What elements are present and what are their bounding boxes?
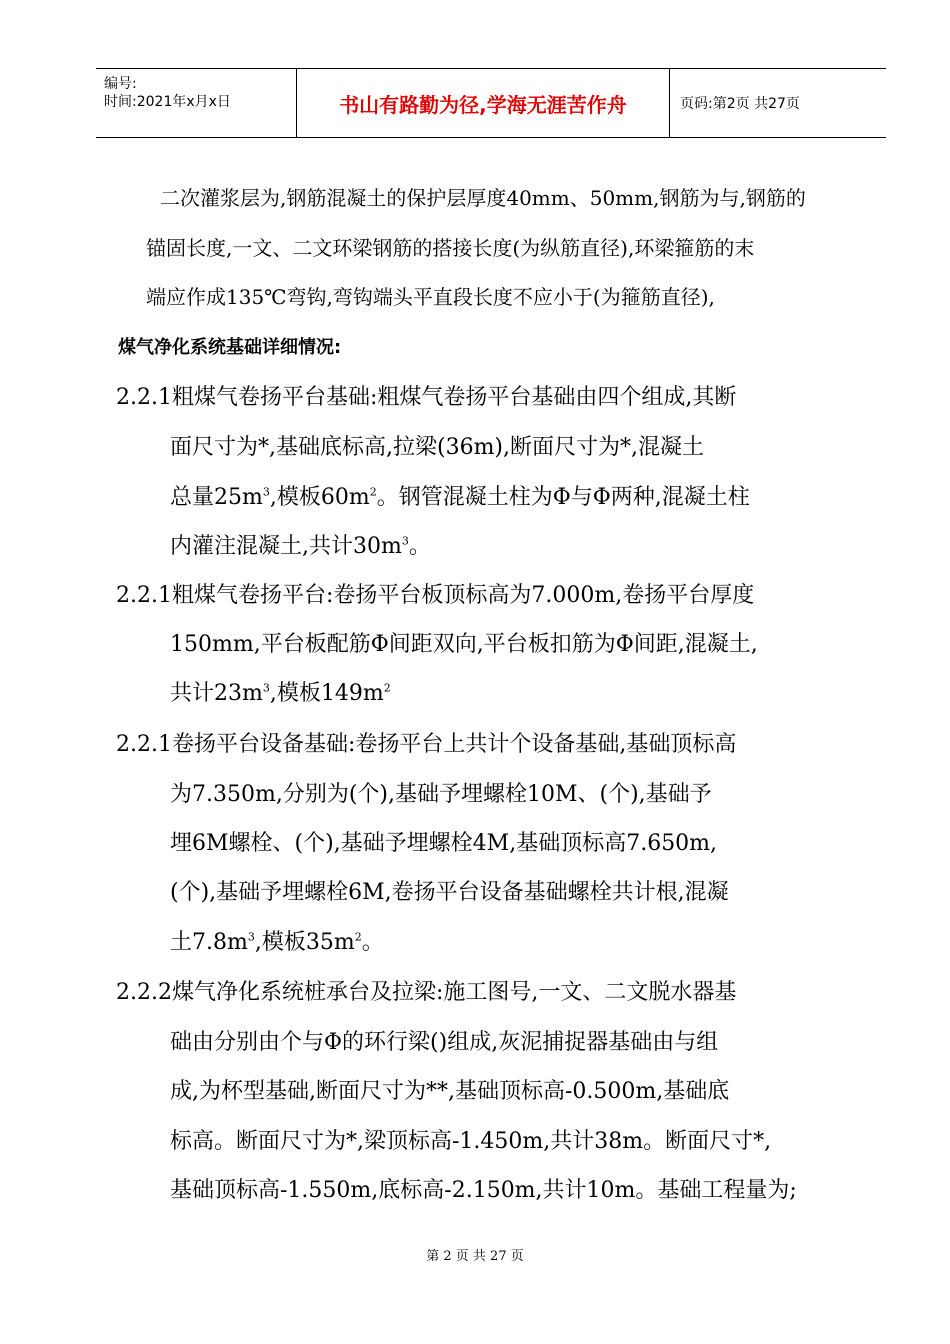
p3-line-1: 2.2.1卷扬平台设备基础:卷扬平台上共计个设备基础,基础顶标高 [116, 732, 737, 757]
header-page-info: 页码:第2页 共27页 [680, 96, 800, 112]
p4-line-4: 标高。断面尺寸为*,梁顶标高-1.450m,共计38m。断面尺寸*, [170, 1129, 772, 1154]
p1-line-3: 总量$25m^3$,模板$60m^2$。钢管混凝土柱为Φ与Φ两种,混凝土柱 [170, 485, 750, 510]
p2-line-3: 共计$23m^3$,模板$149m^2$ [170, 681, 391, 706]
p1-line-1: 2.2.1粗煤气卷扬平台基础:粗煤气卷扬平台基础由四个组成,其断 [116, 385, 737, 410]
p3-line-4: (个),基础予埋螺栓6M,卷扬平台设备基础螺栓共计根,混凝 [170, 880, 729, 905]
time-label: 时间:2021年x月x日 [104, 94, 231, 110]
p3-line-5: 土$7.8m^3$,模板$35m^2$。 [170, 930, 384, 955]
p2-line-1: 2.2.1粗煤气卷扬平台:卷扬平台板顶标高为7.000m,卷扬平台厚度 [116, 583, 755, 608]
p3-line-2: 为7.350m,分别为(个),基础予埋螺栓10M、(个),基础予 [170, 782, 712, 807]
p2-line-2: 150mm,平台板配筋Φ间距双向,平台板扣筋为Φ间距,混凝土, [170, 632, 758, 657]
p1-line-4: 内灌注混凝土,共计$30m^3$。 [170, 534, 431, 559]
intro-line-1: 二次灌浆层为,钢筋混凝土的保护层厚度40mm、50mm,钢筋为与,钢筋的 [160, 186, 806, 210]
p4-line-3: 成,为杯型基础,断面尺寸为**,基础顶标高-0.500m,基础底 [170, 1079, 730, 1104]
page-header [96, 68, 886, 138]
section-heading: 煤气净化系统基础详细情况: [118, 337, 342, 358]
number-label: 编号: [104, 76, 137, 92]
page-footer: 第 2 页 共 27 页 [426, 1249, 524, 1264]
p1-line-2: 面尺寸为*,基础底标高,拉梁(36m),断面尺寸为*,混凝土 [170, 435, 704, 460]
header-motto [297, 69, 670, 137]
header-meta [96, 69, 297, 137]
p4-line-1: 2.2.2煤气净化系统桩承台及拉梁:施工图号,一文、二文脱水器基 [116, 980, 737, 1005]
intro-line-3: 端应作成135℃弯钩,弯钩端头平直段长度不应小于(为箍筋直径), [146, 285, 715, 309]
intro-line-2: 锚固长度,一文、二文环梁钢筋的搭接长度(为纵筋直径),环梁箍筋的末 [146, 236, 755, 260]
p4-line-5: 基础顶标高-1.550m,底标高-2.150m,共计10m。基础工程量为; [170, 1178, 797, 1203]
motto-text: 书山有路勤为径,学海无涯苦作舟 [339, 92, 627, 117]
p3-line-3: 埋6M螺栓、(个),基础予埋螺栓4M,基础顶标高7.650m, [170, 831, 718, 856]
p4-line-2: 础由分别由个与Φ的环行梁()组成,灰泥捕捉器基础由与组 [170, 1030, 719, 1055]
